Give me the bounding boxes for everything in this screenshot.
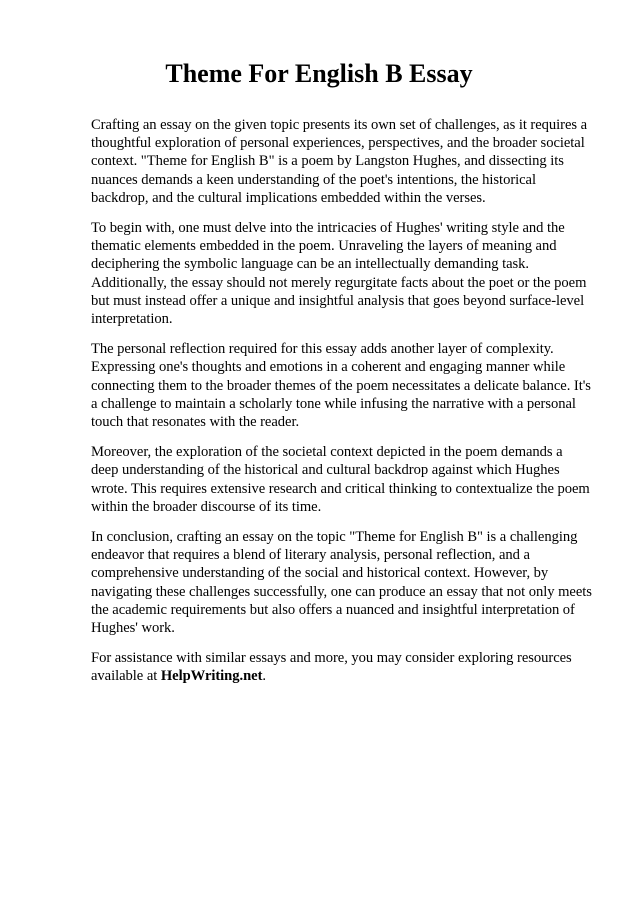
- paragraph-context: Moreover, the exploration of the societal context depicted in the poem demands a deep understanding of the historical and cultural backdrop against which Hughes wrote. This requires extensive research and critical thinking to contextualize the poem within the broader discourse of its time.: [91, 444, 590, 515]
- paragraph-style: To begin with, one must delve into the intricacies of Hughes' writing style and the thematic elements embedded in the poem. Unraveling the layers of meaning and deciphering the symbolic language can be an intellectually demanding task. Additionally, the essay should not merely regurgitate facts about the poet or the poem but must instead offer a unique and insightful analysis that goes beyond surface-level interpretation.: [91, 220, 587, 328]
- paragraph-conclusion: In conclusion, crafting an essay on the topic "Theme for English B" is a challenging endeavor that requires a blend of literary analysis, personal reflection, and a comprehensive understanding of the social and historical context. However, by navigating these challenges successfully, one can produce an essay that not only meets the academic requirements but also offers a nuanced and insightful interpretation of Hughes' work.: [91, 529, 592, 637]
- paragraph-assistance: [91, 649, 592, 685]
- paragraph-reflection: The personal reflection required for this essay adds another layer of complexity. Expressing one's thoughts and emotions in a coherent and engaging manner while connecting them to the broader themes of the poem necessitates a delicate balance. It's a challenge to maintain a scholarly tone while infusing the narrative with a personal touch that resonates with the reader.: [91, 341, 591, 431]
- helpwriting-link[interactable]: HelpWriting.net: [160, 668, 263, 685]
- assistance-period: .: [262, 668, 267, 685]
- paragraph-intro: Crafting an essay on the given topic presents its own set of challenges, as it requires a thoughtful exploration of personal experiences, perspectives, and the broader societal context. "Theme for English B" is a poem by Langston Hughes, and dissecting its nuances demands a keen understanding of the poet's intentions, the historical backdrop, and the cultural implications embedded within the verses.: [91, 117, 588, 206]
- assistance-text: For assistance with similar essays and more, you may consider exploring resources available at: [91, 650, 572, 685]
- page-title: Theme For English B Essay: [165, 59, 473, 88]
